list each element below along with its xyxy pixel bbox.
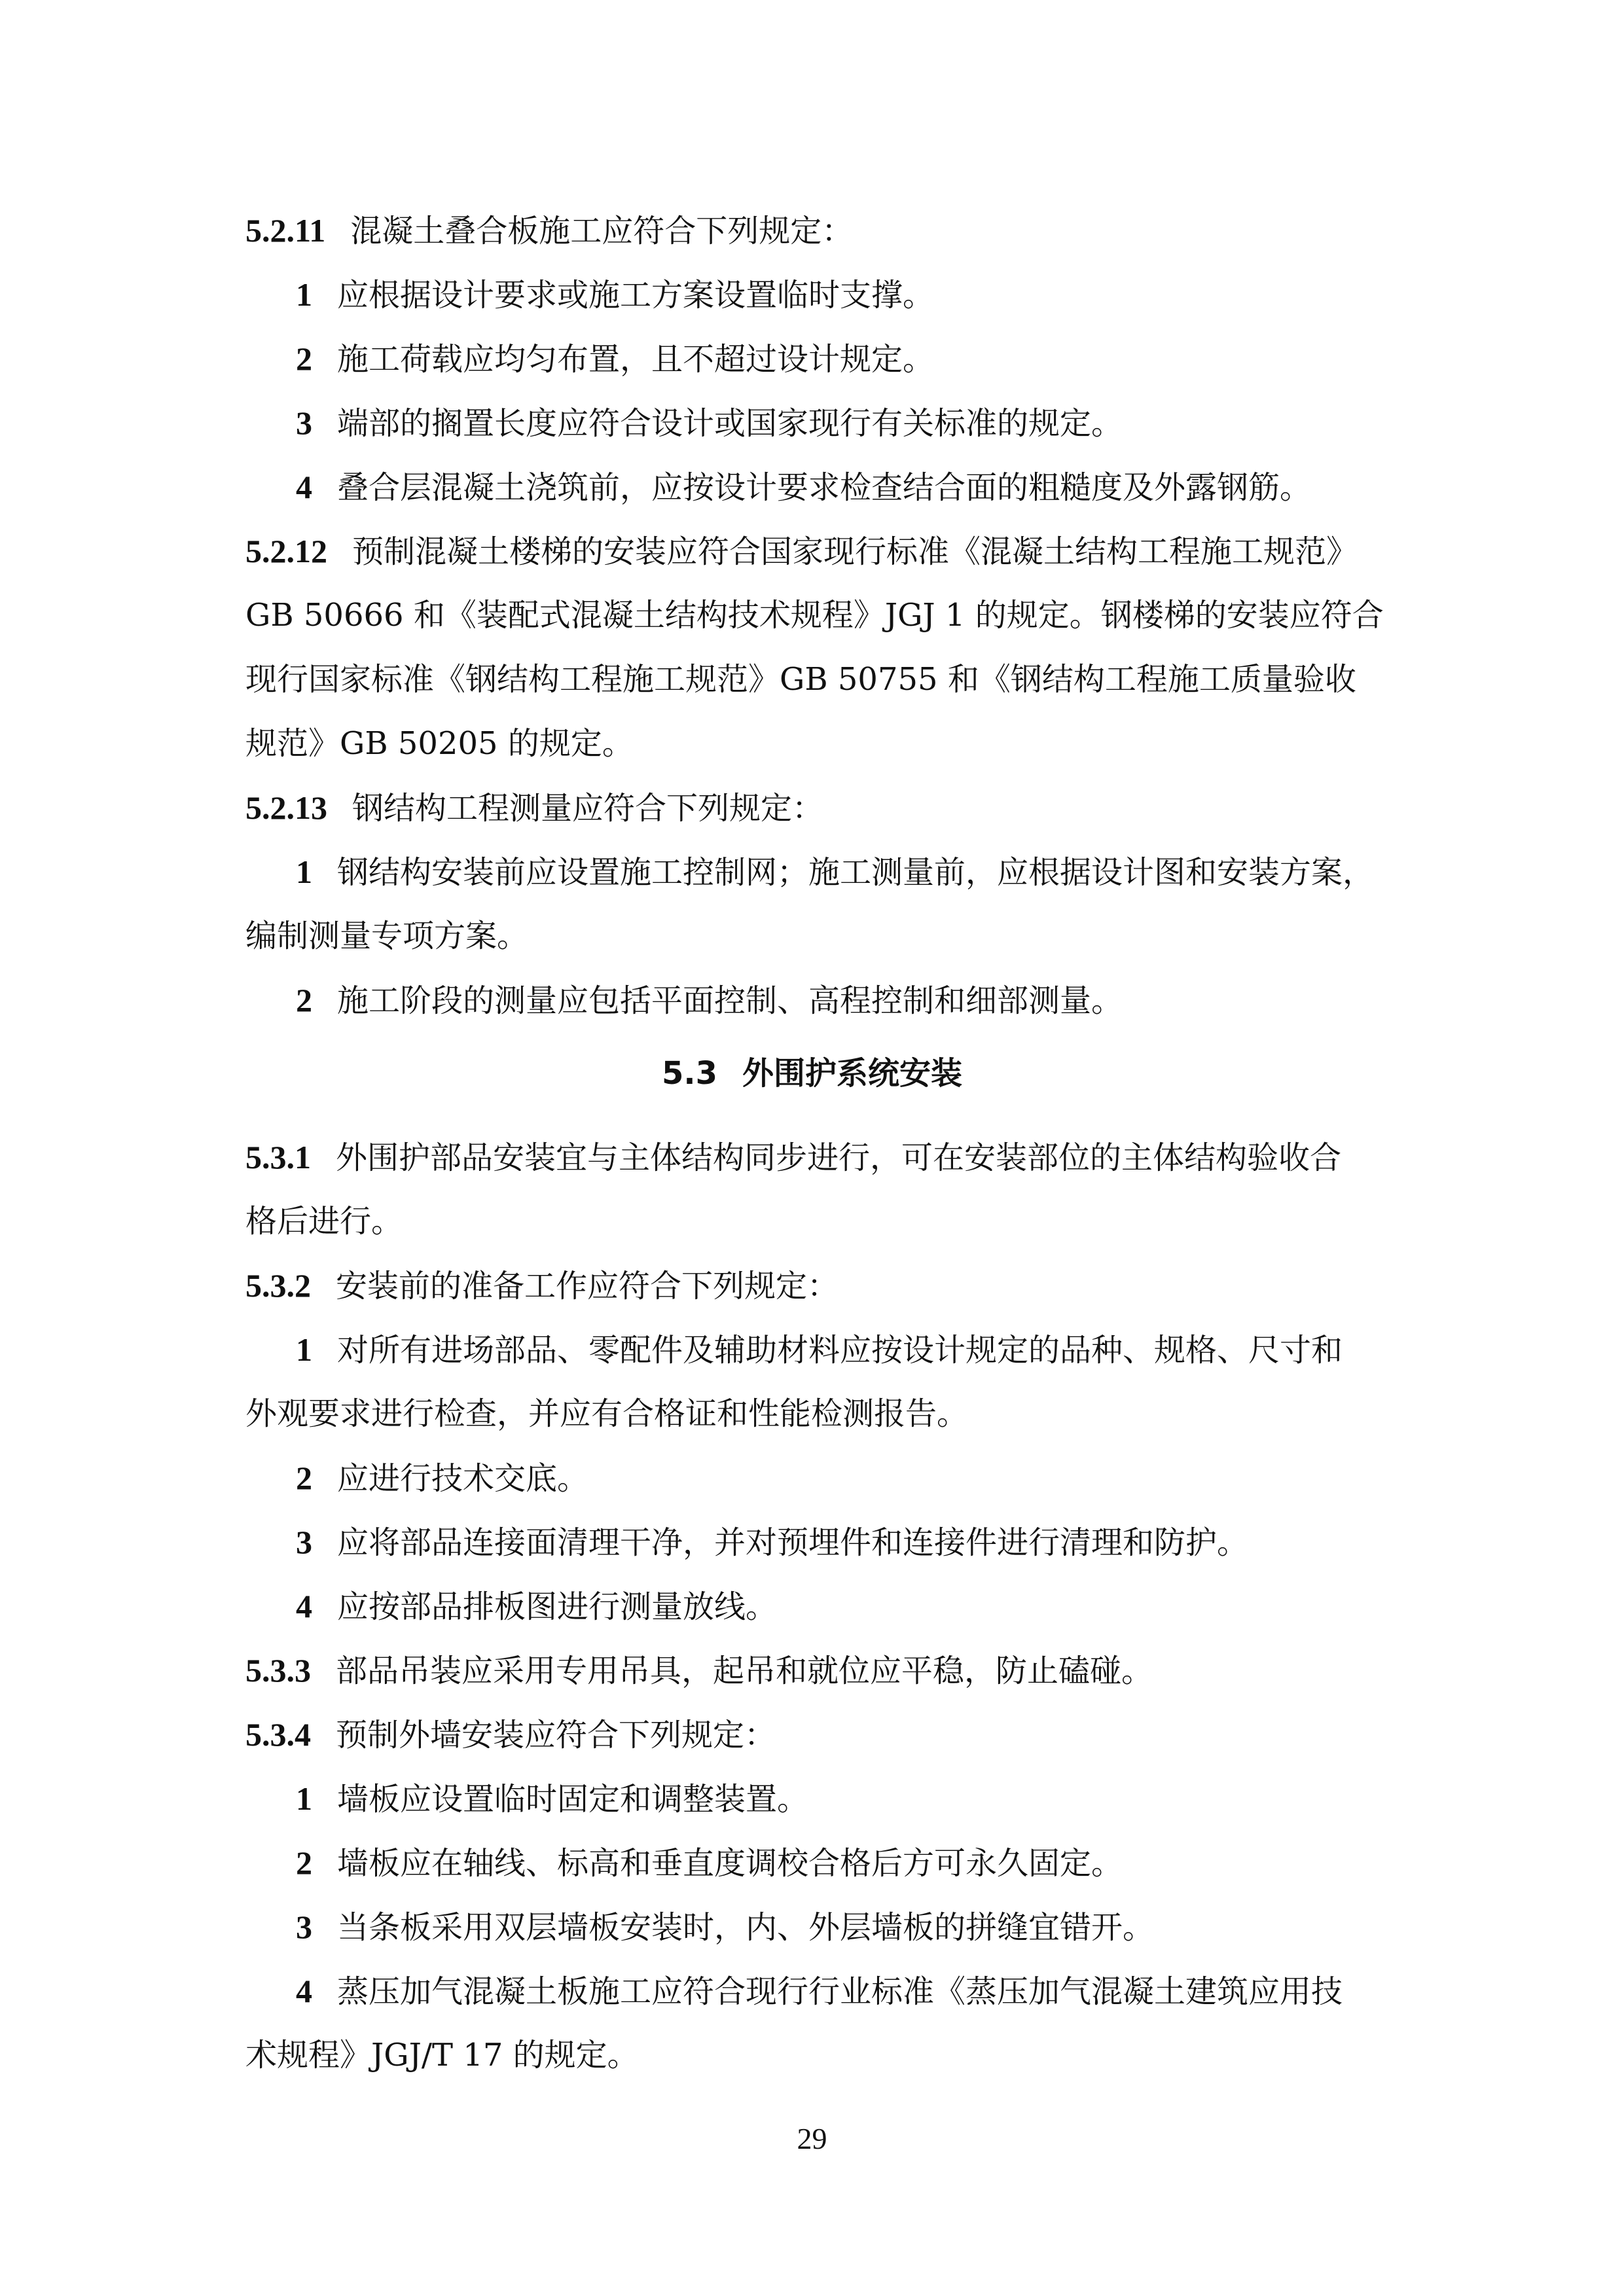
clause-number: 5.3.3 xyxy=(245,1652,311,1689)
item-text: 应将部品连接面清理干净，并对预埋件和连接件进行清理和防护。 xyxy=(337,1524,1249,1561)
clause-text-continuation: 格后进行。 xyxy=(245,1203,403,1240)
item-number: 3 xyxy=(296,1909,312,1945)
clause-5-2-13 xyxy=(245,788,823,828)
clause-text: 安装前的准备工作应符合下列规定： xyxy=(336,1268,839,1304)
item-text: 应进行技术交底。 xyxy=(337,1460,589,1497)
clause-number: 5.2.11 xyxy=(245,212,326,249)
list-item xyxy=(296,1587,777,1626)
item-number: 4 xyxy=(296,469,312,505)
item-text: 钢结构安装前应设置施工控制网；施工测量前，应根据设计图和安装方案， xyxy=(337,854,1375,891)
list-item xyxy=(296,1843,1123,1883)
item-number: 4 xyxy=(296,1588,312,1624)
list-item xyxy=(296,467,1311,507)
list-item xyxy=(296,339,934,379)
clause-number: 5.3.4 xyxy=(245,1716,311,1753)
item-number: 2 xyxy=(296,1460,312,1496)
item-text: 墙板应在轴线、标高和垂直度调校合格后方可永久固定。 xyxy=(337,1845,1123,1882)
clause-text: 混凝土叠合板施工应符合下列规定： xyxy=(350,213,854,249)
item-number: 4 xyxy=(296,1973,312,2009)
item-text: 叠合层混凝土浇筑前，应按设计要求检查结合面的粗糙度及外露钢筋。 xyxy=(337,469,1312,506)
item-text-continuation: 术规程》JGJ/T 17 的规定。 xyxy=(245,2037,639,2073)
item-number: 1 xyxy=(296,853,312,890)
item-number: 1 xyxy=(296,276,312,313)
clause-text-line: 预制混凝土楼梯的安装应符合国家现行标准《混凝土结构工程施工规范》 xyxy=(352,533,1358,570)
list-item xyxy=(296,1458,588,1498)
heading-number: 5.3 xyxy=(661,1055,717,1092)
list-item xyxy=(296,275,934,315)
clause-text: 部品吊装应采用专用吊具，起吊和就位应平稳，防止磕碰。 xyxy=(336,1653,1153,1689)
item-text: 端部的搁置长度应符合设计或国家现行有关标准的规定。 xyxy=(337,405,1123,442)
clause-5-3-3 xyxy=(245,1651,1153,1691)
item-text: 墙板应设置临时固定和调整装置。 xyxy=(337,1781,809,1818)
list-item xyxy=(296,1907,1154,1947)
item-text: 当条板采用双层墙板安装时，内、外层墙板的拼缝宜错开。 xyxy=(337,1909,1155,1946)
clause-text: 预制外墙安装应符合下列规定： xyxy=(336,1717,776,1753)
clause-5-3-4 xyxy=(245,1715,776,1755)
clause-text-line: 规范》GB 50205 的规定。 xyxy=(245,725,634,762)
clause-number: 5.2.13 xyxy=(245,789,327,826)
item-number: 3 xyxy=(296,1524,312,1560)
page-number: 29 xyxy=(797,2122,827,2155)
list-item xyxy=(296,980,1123,1020)
item-number: 1 xyxy=(296,1780,312,1817)
list-item xyxy=(296,1971,1343,2011)
section-heading xyxy=(0,1054,1624,1093)
item-number: 2 xyxy=(296,1844,312,1881)
clause-5-2-12 xyxy=(245,531,1358,571)
heading-title: 外围护系统安装 xyxy=(742,1055,963,1092)
clause-5-3-2 xyxy=(245,1266,839,1306)
item-number: 3 xyxy=(296,404,312,441)
clause-number: 5.3.2 xyxy=(245,1267,311,1304)
item-text: 应按部品排板图进行测量放线。 xyxy=(337,1588,778,1625)
item-number: 2 xyxy=(296,982,312,1018)
item-number: 2 xyxy=(296,340,312,377)
list-item xyxy=(296,1330,1343,1370)
clause-number: 5.2.12 xyxy=(245,533,327,569)
clause-text: 钢结构工程测量应符合下列规定： xyxy=(352,790,824,827)
item-text-continuation: 外观要求进行检查，并应有合格证和性能检测报告。 xyxy=(245,1395,969,1432)
clause-text-line: 现行国家标准《钢结构工程施工规范》GB 50755 和《钢结构工程施工质量验收 xyxy=(245,661,1356,698)
clause-text: 外围护部品安装宜与主体结构同步进行，可在安装部位的主体结构验收合 xyxy=(336,1139,1342,1176)
item-text: 蒸压加气混凝土板施工应符合现行行业标准《蒸压加气混凝土建筑应用技 xyxy=(337,1973,1343,2010)
clause-5-2-11 xyxy=(245,211,853,251)
item-text: 应根据设计要求或施工方案设置临时支撑。 xyxy=(337,277,935,314)
list-item xyxy=(296,1522,1248,1562)
item-text: 施工荷载应均匀布置，且不超过设计规定。 xyxy=(337,341,935,378)
clause-5-3-1 xyxy=(245,1138,1341,1177)
item-number: 1 xyxy=(296,1331,312,1368)
clause-text-line: GB 50666 和《装配式混凝土结构技术规程》JGJ 1 的规定。钢楼梯的安装应符合 xyxy=(245,597,1384,634)
list-item xyxy=(296,403,1123,443)
item-text-continuation: 编制测量专项方案。 xyxy=(245,918,529,954)
list-item xyxy=(296,852,1374,892)
clause-number: 5.3.1 xyxy=(245,1139,311,1175)
list-item xyxy=(296,1779,808,1819)
item-text: 施工阶段的测量应包括平面控制、高程控制和细部测量。 xyxy=(337,982,1123,1019)
item-text: 对所有进场部品、零配件及辅助材料应按设计规定的品种、规格、尺寸和 xyxy=(337,1332,1343,1369)
